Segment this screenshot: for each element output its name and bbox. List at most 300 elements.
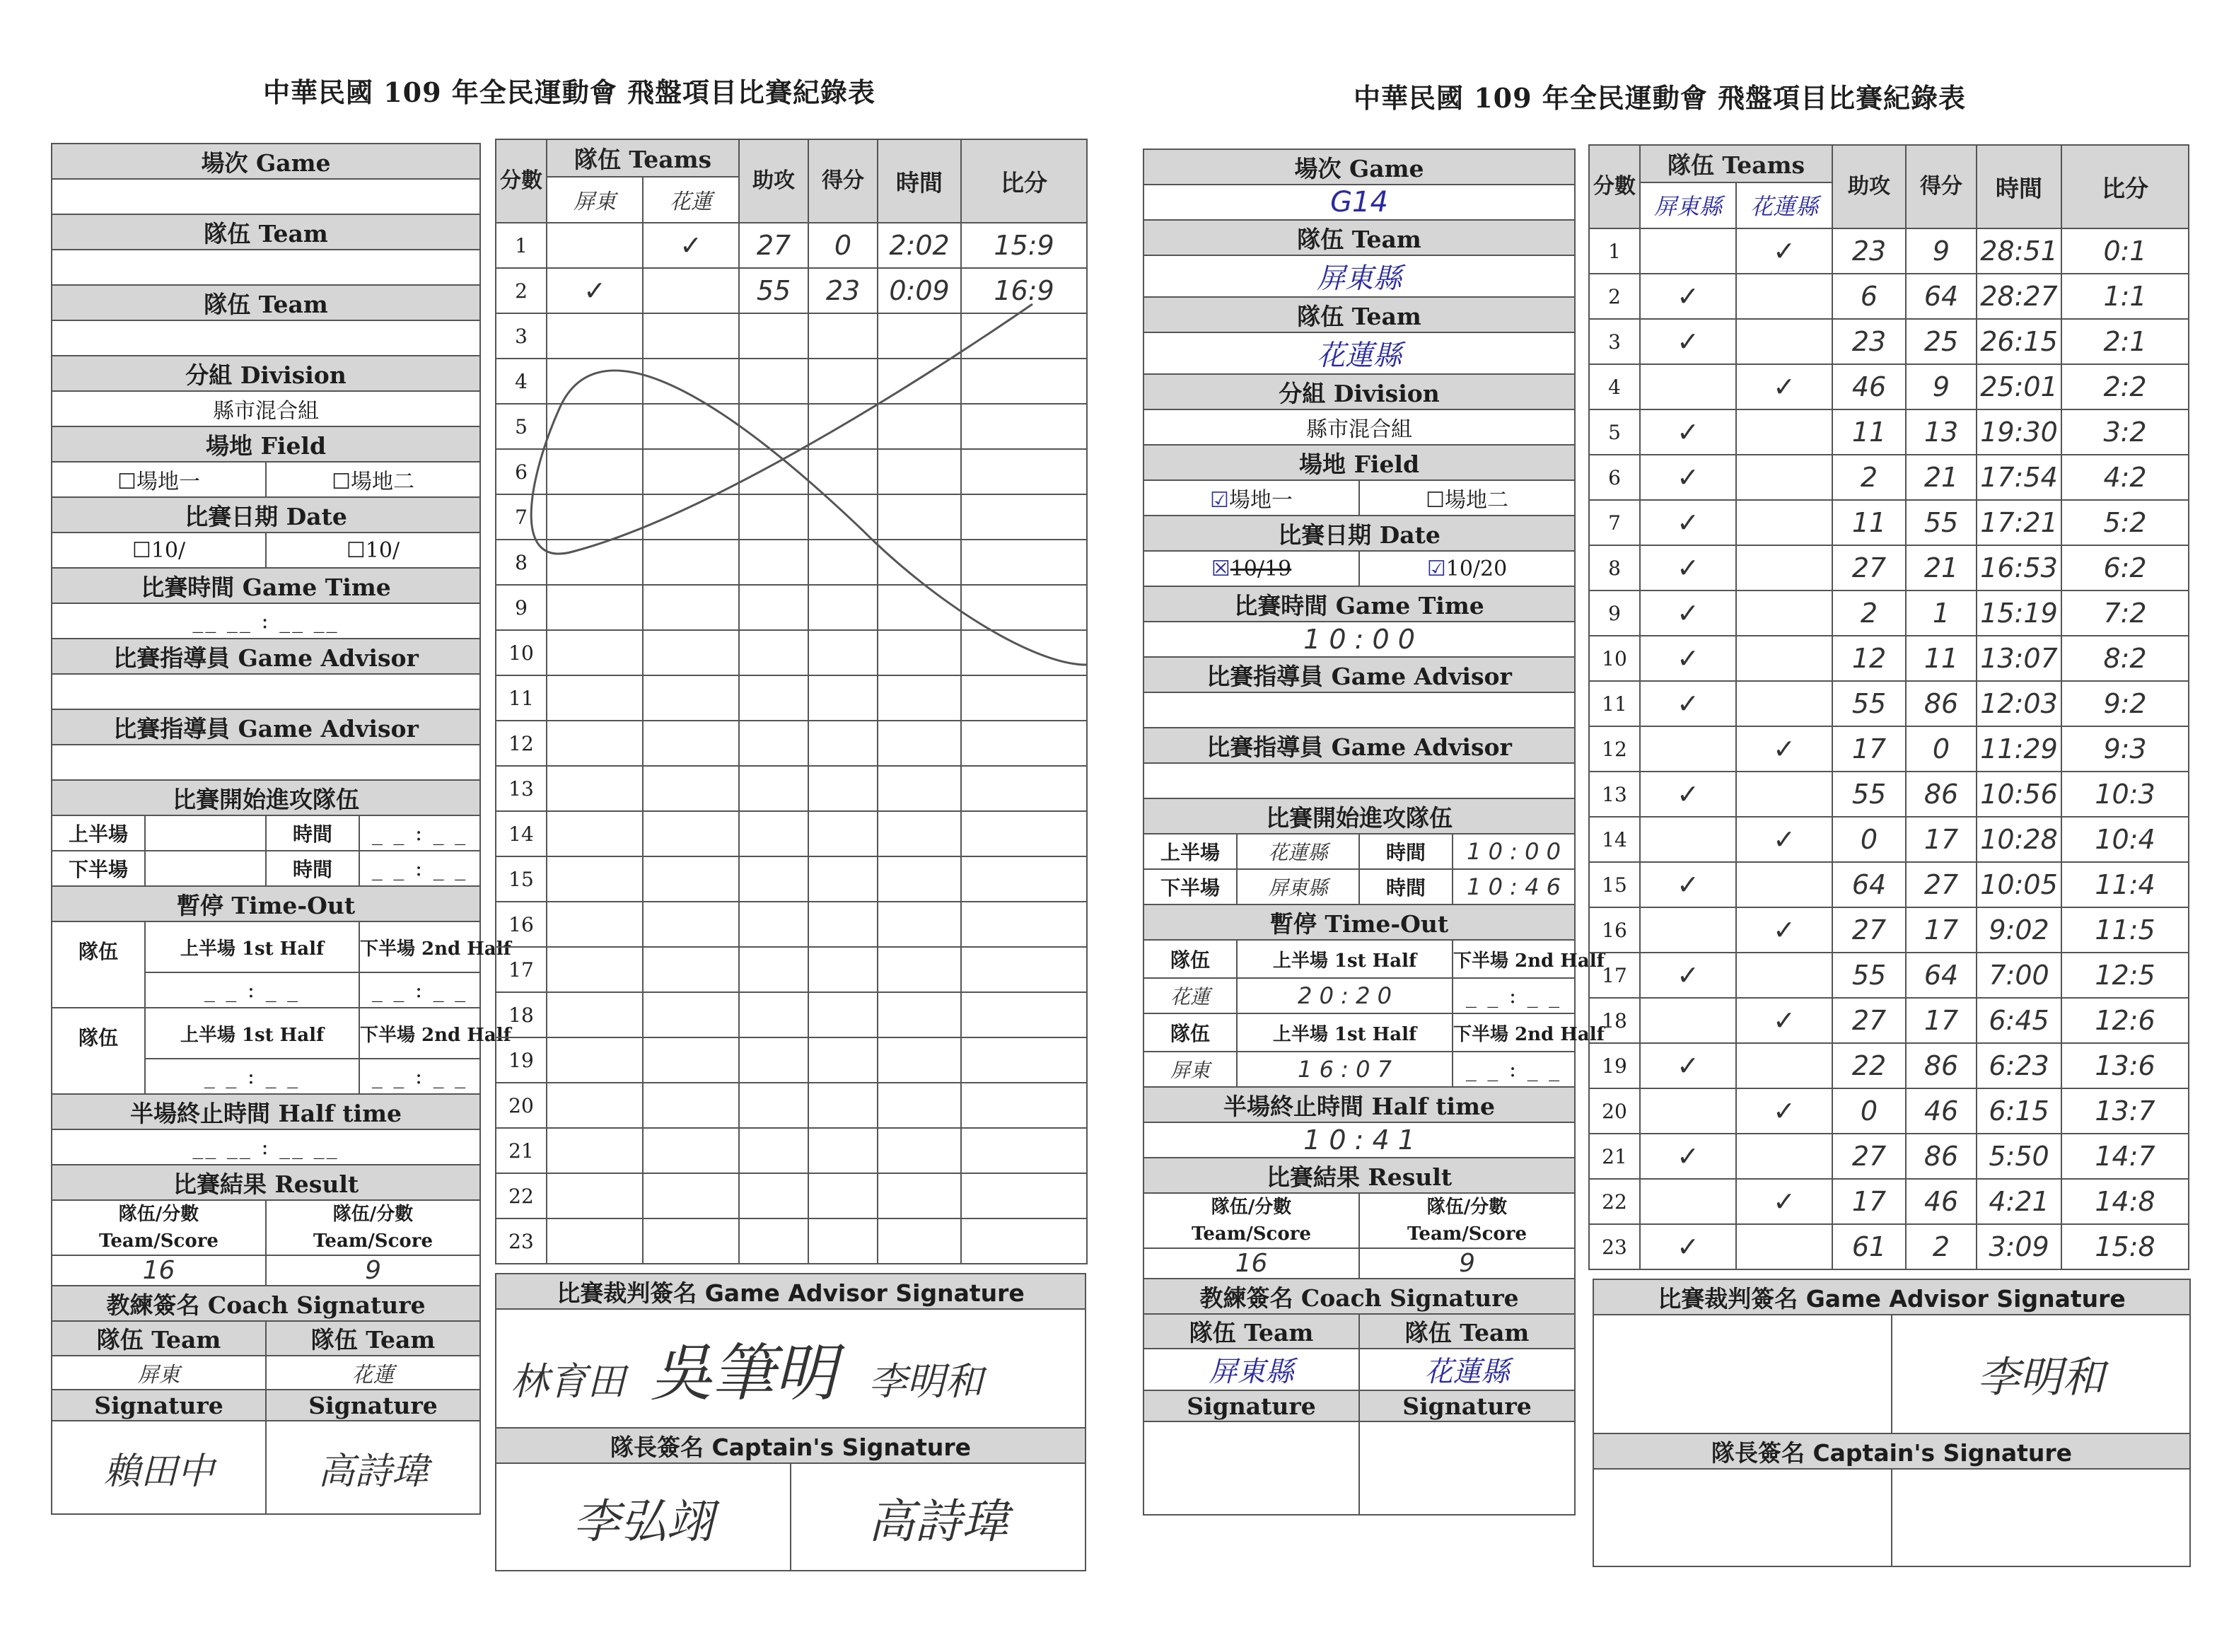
assist-number[interactable]: [739, 766, 808, 811]
team-b-check[interactable]: ✓: [1736, 998, 1832, 1043]
halftime-label: 半場終止時間 Half time: [1143, 1087, 1575, 1122]
time-value[interactable]: 10:28: [1977, 817, 2061, 862]
coach-team-a[interactable]: 屏東: [52, 1356, 266, 1390]
team1-value[interactable]: 屏東縣: [1143, 255, 1575, 297]
time-value[interactable]: 7:00: [1977, 953, 2061, 998]
team2-value[interactable]: [52, 320, 480, 356]
assist-number[interactable]: 11: [1832, 500, 1906, 545]
score-value[interactable]: 6:2: [2061, 545, 2189, 591]
assist-number[interactable]: 55: [1832, 681, 1906, 726]
score-value[interactable]: [961, 721, 1087, 766]
game-value[interactable]: [52, 179, 480, 214]
goal-number[interactable]: 0: [1906, 726, 1977, 772]
team-b-check[interactable]: [1736, 862, 1832, 907]
time-value[interactable]: 13:07: [1977, 636, 2061, 681]
goal-number[interactable]: [808, 902, 878, 947]
score-value[interactable]: [961, 1218, 1087, 1264]
time-value[interactable]: 19:30: [1977, 409, 2061, 455]
goal-number[interactable]: 9: [1906, 364, 1977, 409]
team-a-check[interactable]: [1640, 1088, 1736, 1134]
goal-number[interactable]: [808, 1218, 878, 1264]
team-b-check[interactable]: [643, 902, 739, 947]
referee-signature[interactable]: [1593, 1315, 1892, 1433]
team-a-check[interactable]: ✓: [1640, 1043, 1736, 1088]
team-a-check[interactable]: ✓: [1640, 500, 1736, 545]
time-value[interactable]: 28:27: [1977, 274, 2061, 319]
time-value[interactable]: 12:03: [1977, 681, 2061, 726]
assist-number[interactable]: 27: [1832, 545, 1906, 591]
goal-number[interactable]: 9: [1906, 228, 1977, 274]
time-value[interactable]: [878, 1083, 961, 1128]
team-b-name[interactable]: 花蓮縣: [1736, 182, 1832, 228]
time-value[interactable]: 2:02: [878, 223, 961, 268]
team-a-check[interactable]: [547, 1218, 643, 1264]
team-a-check[interactable]: [547, 856, 643, 902]
team-b-check[interactable]: ✓: [1736, 1179, 1832, 1224]
team-b-check[interactable]: ✓: [643, 223, 739, 268]
team-a-check[interactable]: ✓: [1640, 862, 1736, 907]
time-value[interactable]: [878, 992, 961, 1037]
referee-signatures[interactable]: [496, 1309, 1086, 1428]
team-b-check[interactable]: [1736, 545, 1832, 591]
team-b-check[interactable]: [1736, 500, 1832, 545]
timeout-second-value[interactable]: _ _ : _ _: [1453, 978, 1575, 1013]
assist-number[interactable]: 61: [1832, 1224, 1906, 1269]
team-a-name[interactable]: 屏東: [547, 177, 643, 223]
assist-number[interactable]: 27: [1832, 1134, 1906, 1179]
checkbox-icon[interactable]: ☐: [346, 537, 366, 563]
assist-number[interactable]: [739, 902, 808, 947]
timeout-team[interactable]: 屏東: [1143, 1052, 1237, 1087]
team-a-name[interactable]: 屏東縣: [1640, 182, 1736, 228]
time-value[interactable]: 0:09: [878, 268, 961, 313]
timeout-second-label: 下半場 2nd Half: [359, 921, 480, 972]
time-value[interactable]: 11:29: [1977, 726, 2061, 772]
score-value[interactable]: [961, 1173, 1087, 1218]
time-value[interactable]: 28:51: [1977, 228, 2061, 274]
assist-number[interactable]: [739, 856, 808, 902]
goal-number[interactable]: 55: [1906, 500, 1977, 545]
result-score-b[interactable]: 9: [266, 1255, 480, 1286]
score-value[interactable]: 12:6: [2061, 998, 2189, 1043]
assist-number[interactable]: 27: [739, 223, 808, 268]
time-value[interactable]: 10:56: [1977, 772, 2061, 817]
score-value[interactable]: 13:7: [2061, 1088, 2189, 1134]
team-a-check[interactable]: ✓: [547, 268, 643, 313]
time-value[interactable]: __ __ : __ __: [52, 603, 480, 639]
team-b-check[interactable]: [1736, 953, 1832, 998]
time-value[interactable]: [878, 811, 961, 856]
coach-team-b[interactable]: 花蓮縣: [1359, 1349, 1575, 1390]
team-b-check[interactable]: [643, 721, 739, 766]
score-value[interactable]: [961, 1083, 1087, 1128]
assist-number[interactable]: [739, 992, 808, 1037]
team-a-check[interactable]: [547, 1128, 643, 1173]
goal-number[interactable]: [808, 766, 878, 811]
time-value[interactable]: 9:02: [1977, 907, 2061, 953]
field-option-2[interactable]: ☐場地二: [1359, 480, 1575, 516]
time-value[interactable]: [878, 1173, 961, 1218]
assist-number[interactable]: [739, 1083, 808, 1128]
goal-number[interactable]: 86: [1906, 1134, 1977, 1179]
team-b-check[interactable]: [1736, 274, 1832, 319]
field-option-1[interactable]: ☑場地一: [1143, 480, 1359, 516]
time-value[interactable]: 4:21: [1977, 1179, 2061, 1224]
captain-signature-b[interactable]: [1892, 1469, 2190, 1566]
referee-signature[interactable]: 李明和: [1892, 1315, 2190, 1433]
field-option-1[interactable]: ☐場地一: [52, 462, 266, 497]
goal-number[interactable]: [808, 1037, 878, 1083]
team-a-check[interactable]: [547, 1173, 643, 1218]
team-a-check[interactable]: [547, 947, 643, 992]
time-value[interactable]: 6:23: [1977, 1043, 2061, 1088]
assist-number[interactable]: 23: [1832, 319, 1906, 364]
time-value[interactable]: 25:01: [1977, 364, 2061, 409]
score-value[interactable]: 9:3: [2061, 726, 2189, 772]
team-b-check[interactable]: [1736, 319, 1832, 364]
second-half-team[interactable]: [145, 851, 266, 886]
goal-number[interactable]: 17: [1906, 998, 1977, 1043]
assist-number[interactable]: 46: [1832, 364, 1906, 409]
team-a-check[interactable]: [547, 992, 643, 1037]
time-value[interactable]: 1 0 : 0 0: [1143, 622, 1575, 657]
score-value[interactable]: [961, 992, 1087, 1037]
coach-signature-a[interactable]: 賴田中: [52, 1421, 266, 1514]
checkbox-checked-icon[interactable]: ☑: [1210, 488, 1229, 513]
team-b-check[interactable]: [643, 1083, 739, 1128]
team-a-check[interactable]: [1640, 998, 1736, 1043]
timeout-second-value[interactable]: _ _ : _ _: [359, 972, 480, 1008]
team-b-check[interactable]: [1736, 681, 1832, 726]
team-a-check[interactable]: [547, 766, 643, 811]
team-b-check[interactable]: [643, 992, 739, 1037]
score-value[interactable]: [961, 811, 1087, 856]
time-value[interactable]: [878, 947, 961, 992]
timeout-second-value[interactable]: _ _ : _ _: [1453, 1052, 1575, 1087]
score-value[interactable]: 2:1: [2061, 319, 2189, 364]
date-option-2[interactable]: ☑10/20: [1359, 551, 1575, 586]
team-a-check[interactable]: [1640, 364, 1736, 409]
goal-number[interactable]: 64: [1906, 274, 1977, 319]
goal-number[interactable]: 27: [1906, 862, 1977, 907]
time-value[interactable]: 10:05: [1977, 862, 2061, 907]
goal-number[interactable]: [808, 856, 878, 902]
team-a-check[interactable]: ✓: [1640, 953, 1736, 998]
assist-number[interactable]: [739, 1037, 808, 1083]
time-value[interactable]: 17:21: [1977, 500, 2061, 545]
time-value[interactable]: [878, 1218, 961, 1264]
timeout-team[interactable]: 花蓮: [1143, 978, 1237, 1013]
assist-number[interactable]: 2: [1832, 591, 1906, 636]
team-b-name[interactable]: 花蓮: [643, 177, 739, 223]
assist-number[interactable]: [739, 721, 808, 766]
captain-signature-a[interactable]: [1593, 1469, 1892, 1566]
goal-number[interactable]: 17: [1906, 817, 1977, 862]
team-b-check[interactable]: [643, 1218, 739, 1264]
team-b-check[interactable]: [1736, 1043, 1832, 1088]
assist-number[interactable]: 55: [1832, 953, 1906, 998]
goal-number[interactable]: [808, 811, 878, 856]
assist-number[interactable]: 27: [1832, 907, 1906, 953]
score-value[interactable]: 7:2: [2061, 591, 2189, 636]
second-half-label: 下半場: [52, 851, 145, 886]
team-a-check[interactable]: ✓: [1640, 1224, 1736, 1269]
score-value[interactable]: 1:1: [2061, 274, 2189, 319]
score-value[interactable]: 11:4: [2061, 862, 2189, 907]
team-b-check[interactable]: [643, 1128, 739, 1173]
team-b-check[interactable]: [1736, 772, 1832, 817]
team-b-check[interactable]: ✓: [1736, 726, 1832, 772]
score-value[interactable]: [961, 947, 1087, 992]
checkbox-checked-icon[interactable]: ☑: [1426, 556, 1446, 581]
coach-team-a[interactable]: 屏東縣: [1143, 1349, 1359, 1390]
score-row: [496, 1218, 1087, 1264]
assist-number[interactable]: [739, 1218, 808, 1264]
team-a-check[interactable]: [1640, 228, 1736, 274]
coach-team-b[interactable]: 花蓮: [266, 1356, 480, 1390]
team-a-check[interactable]: ✓: [1640, 319, 1736, 364]
goal-number[interactable]: [808, 1173, 878, 1218]
time-value[interactable]: 5:50: [1977, 1134, 2061, 1179]
goal-number[interactable]: [808, 721, 878, 766]
time-value[interactable]: 6:15: [1977, 1088, 2061, 1134]
game-value[interactable]: G14: [1143, 185, 1575, 220]
time-value[interactable]: 26:15: [1977, 319, 2061, 364]
assist-number[interactable]: 55: [739, 268, 808, 313]
result-score-b[interactable]: 9: [1359, 1248, 1575, 1279]
assist-number[interactable]: 12: [1832, 636, 1906, 681]
score-value[interactable]: [961, 902, 1087, 947]
team-a-check[interactable]: [1640, 726, 1736, 772]
assist-number[interactable]: 17: [1832, 726, 1906, 772]
result-score-a[interactable]: 16: [52, 1255, 266, 1286]
team-b-check[interactable]: [1736, 1134, 1832, 1179]
goal-number[interactable]: 13: [1906, 409, 1977, 455]
score-value[interactable]: 11:5: [2061, 907, 2189, 953]
halftime-value[interactable]: 1 0 : 4 1: [1143, 1122, 1575, 1158]
score-value[interactable]: 15:9: [961, 223, 1087, 268]
time-value[interactable]: 16:53: [1977, 545, 2061, 591]
checkbox-icon[interactable]: ☐: [1426, 488, 1445, 513]
team-a-check[interactable]: [547, 1083, 643, 1128]
team-b-check[interactable]: [643, 856, 739, 902]
division-label: 分組 Division: [52, 356, 480, 391]
captain-signature-a[interactable]: 李弘翊: [496, 1463, 791, 1571]
team-b-check[interactable]: [1736, 455, 1832, 500]
assist-number[interactable]: 55: [1832, 772, 1906, 817]
team-a-check[interactable]: ✓: [1640, 681, 1736, 726]
team-a-check[interactable]: ✓: [1640, 591, 1736, 636]
first-half-team[interactable]: 花蓮縣: [1237, 834, 1359, 869]
checkbox-crossed-icon[interactable]: ☒: [1211, 556, 1230, 581]
time-value[interactable]: [878, 856, 961, 902]
goal-number[interactable]: 17: [1906, 907, 1977, 953]
coach-signature-b[interactable]: [1359, 1421, 1575, 1515]
assist-number[interactable]: 0: [1832, 1088, 1906, 1134]
goal-number[interactable]: 21: [1906, 455, 1977, 500]
score-value[interactable]: 3:2: [2061, 409, 2189, 455]
goal-number[interactable]: 86: [1906, 681, 1977, 726]
timeout-label: 暫停 Time-Out: [1143, 904, 1575, 940]
team-a-check[interactable]: [547, 223, 643, 268]
goal-number[interactable]: [808, 992, 878, 1037]
assist-number[interactable]: [739, 947, 808, 992]
coach-signature-b[interactable]: 高詩瑋: [266, 1421, 480, 1514]
team-b-check[interactable]: [643, 1173, 739, 1218]
second-half-time[interactable]: 1 0 : 4 6: [1453, 869, 1575, 904]
score-value[interactable]: [961, 856, 1087, 902]
team-a-check[interactable]: ✓: [1640, 455, 1736, 500]
time-value[interactable]: [878, 766, 961, 811]
team-b-check[interactable]: ✓: [1736, 817, 1832, 862]
score-value[interactable]: 14:8: [2061, 1179, 2189, 1224]
checkbox-icon[interactable]: ☐: [332, 470, 351, 494]
team-a-check[interactable]: [547, 1037, 643, 1083]
score-value[interactable]: 10:3: [2061, 772, 2189, 817]
score-value[interactable]: 10:4: [2061, 817, 2189, 862]
goal-number[interactable]: 86: [1906, 1043, 1977, 1088]
team-a-check[interactable]: [1640, 817, 1736, 862]
second-half-team[interactable]: 屏東縣: [1237, 869, 1359, 904]
advisor1-value[interactable]: [52, 674, 480, 709]
goal-number[interactable]: 0: [808, 223, 878, 268]
goal-number[interactable]: 46: [1906, 1088, 1977, 1134]
timeout-first-value[interactable]: _ _ : _ _: [145, 972, 359, 1008]
team-b-check[interactable]: [643, 811, 739, 856]
goal-number[interactable]: 11: [1906, 636, 1977, 681]
team-a-check[interactable]: ✓: [1640, 772, 1736, 817]
goal-number[interactable]: 21: [1906, 545, 1977, 591]
team-a-check[interactable]: ✓: [1640, 1134, 1736, 1179]
team-a-check[interactable]: ✓: [1640, 545, 1736, 591]
first-half-time[interactable]: _ _ : _ _: [359, 815, 480, 851]
assist-number[interactable]: 17: [1832, 1179, 1906, 1224]
team-b-check[interactable]: ✓: [1736, 364, 1832, 409]
team-a-check[interactable]: [547, 721, 643, 766]
assist-number[interactable]: 22: [1832, 1043, 1906, 1088]
time-value[interactable]: 17:54: [1977, 455, 2061, 500]
team-a-check[interactable]: [547, 902, 643, 947]
goal-number[interactable]: 86: [1906, 772, 1977, 817]
score-row: [496, 947, 1087, 992]
team1-value[interactable]: [52, 250, 480, 285]
checkbox-icon[interactable]: ☐: [132, 537, 151, 563]
team-a-check[interactable]: ✓: [1640, 409, 1736, 455]
assist-number[interactable]: 64: [1832, 862, 1906, 907]
date-option-1[interactable]: ☐10/: [52, 533, 266, 568]
team-a-check[interactable]: ✓: [1640, 636, 1736, 681]
coach-signature-a[interactable]: [1143, 1421, 1359, 1515]
assist-number[interactable]: 6: [1832, 274, 1906, 319]
assist-number[interactable]: 23: [1832, 228, 1906, 274]
team-b-check[interactable]: ✓: [1736, 907, 1832, 953]
score-value[interactable]: 8:2: [2061, 636, 2189, 681]
result-score-a[interactable]: 16: [1143, 1248, 1359, 1279]
time-value[interactable]: [878, 902, 961, 947]
goal-number[interactable]: 46: [1906, 1179, 1977, 1224]
date-option-1[interactable]: ☒10/19: [1143, 551, 1359, 586]
timeout-first-value[interactable]: 2 0 : 2 0: [1237, 978, 1453, 1013]
assist-number[interactable]: [739, 1128, 808, 1173]
score-value[interactable]: 14:7: [2061, 1134, 2189, 1179]
timeout-second-value[interactable]: _ _ : _ _: [359, 1059, 480, 1094]
first-half-team[interactable]: [145, 815, 266, 851]
time-value[interactable]: [878, 1128, 961, 1173]
advisor2-value[interactable]: [1143, 763, 1575, 798]
score-value[interactable]: [961, 766, 1087, 811]
team-b-check[interactable]: [643, 1037, 739, 1083]
halftime-value[interactable]: __ __ : __ __: [52, 1129, 480, 1165]
team-b-check[interactable]: [1736, 591, 1832, 636]
advisor2-value[interactable]: [52, 745, 480, 780]
advisor1-value[interactable]: [1143, 692, 1575, 728]
goal-number[interactable]: [808, 1128, 878, 1173]
time-value[interactable]: 3:09: [1977, 1224, 2061, 1269]
goal-number[interactable]: 64: [1906, 953, 1977, 998]
second-half-time[interactable]: _ _ : _ _: [359, 851, 480, 886]
score-value[interactable]: 16:9: [961, 268, 1087, 313]
goal-number[interactable]: 23: [808, 268, 878, 313]
first-half-time[interactable]: 1 0 : 0 0: [1453, 834, 1575, 869]
team-b-check[interactable]: [1736, 409, 1832, 455]
score-value[interactable]: 2:2: [2061, 364, 2189, 409]
team-a-check[interactable]: [1640, 1179, 1736, 1224]
goal-number[interactable]: 2: [1906, 1224, 1977, 1269]
date-option-2[interactable]: ☐10/: [266, 533, 480, 568]
goal-number[interactable]: 1: [1906, 591, 1977, 636]
goal-number[interactable]: [808, 947, 878, 992]
score-value[interactable]: 13:6: [2061, 1043, 2189, 1088]
goal-number[interactable]: [808, 1083, 878, 1128]
score-value[interactable]: 4:2: [2061, 455, 2189, 500]
assist-number[interactable]: 11: [1832, 409, 1906, 455]
score-value[interactable]: [961, 1037, 1087, 1083]
timeout-first-value[interactable]: 1 6 : 0 7: [1237, 1052, 1453, 1087]
score-value[interactable]: 9:2: [2061, 681, 2189, 726]
team-a-check[interactable]: [1640, 907, 1736, 953]
assist-number[interactable]: 2: [1832, 455, 1906, 500]
team2-value[interactable]: 花蓮縣: [1143, 332, 1575, 374]
team-b-check[interactable]: ✓: [1736, 1088, 1832, 1134]
assist-number[interactable]: [739, 1173, 808, 1218]
captain-signature-b[interactable]: 高詩瑋: [791, 1463, 1086, 1571]
goal-number[interactable]: 25: [1906, 319, 1977, 364]
field-option-2[interactable]: ☐場地二: [266, 462, 480, 497]
score-value[interactable]: 5:2: [2061, 500, 2189, 545]
time-value[interactable]: [878, 721, 961, 766]
team-b-check[interactable]: [1736, 636, 1832, 681]
team-b-check[interactable]: [1736, 1224, 1832, 1269]
score-value[interactable]: 12:5: [2061, 953, 2189, 998]
checkbox-icon[interactable]: ☐: [117, 470, 136, 494]
team-a-check[interactable]: [547, 811, 643, 856]
assist-number[interactable]: 27: [1832, 998, 1906, 1043]
team-b-check[interactable]: ✓: [1736, 228, 1832, 274]
team-b-check[interactable]: [643, 766, 739, 811]
col-no: 分數: [1589, 145, 1640, 228]
assist-number[interactable]: [739, 811, 808, 856]
team-b-check[interactable]: [643, 947, 739, 992]
timeout-first-value[interactable]: _ _ : _ _: [145, 1059, 359, 1094]
score-value[interactable]: 15:8: [2061, 1224, 2189, 1269]
assist-number[interactable]: 0: [1832, 817, 1906, 862]
time-value[interactable]: [878, 1037, 961, 1083]
team-a-check[interactable]: ✓: [1640, 274, 1736, 319]
time-value[interactable]: 15:19: [1977, 591, 2061, 636]
score-value[interactable]: 0:1: [2061, 228, 2189, 274]
score-value[interactable]: [961, 1128, 1087, 1173]
time-value[interactable]: 6:45: [1977, 998, 2061, 1043]
